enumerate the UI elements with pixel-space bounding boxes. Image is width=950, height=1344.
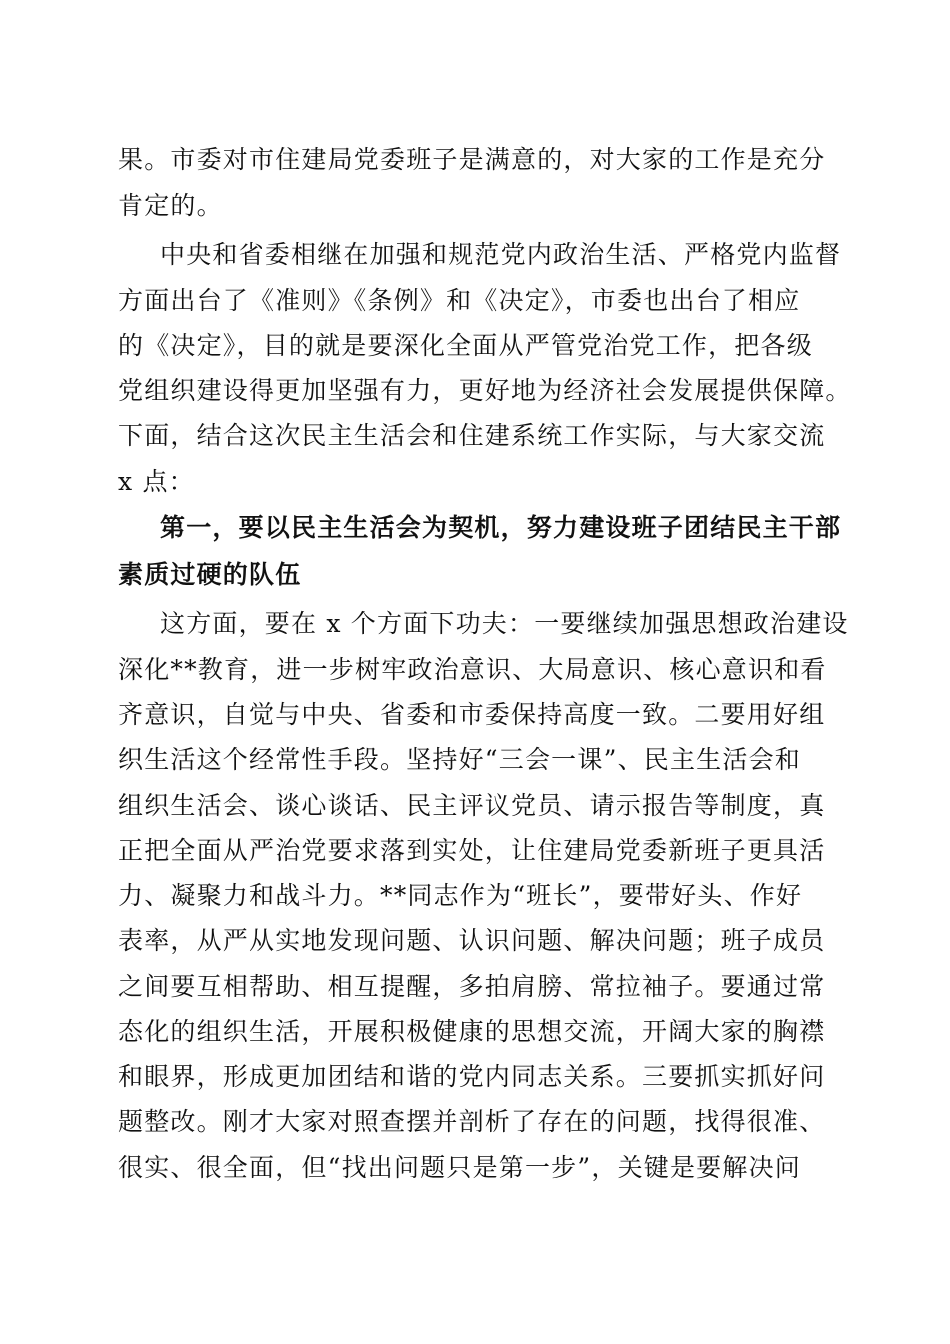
text-line: 的《决定》，目的就是要深化全面从严管党治党工作，把各级 bbox=[118, 331, 813, 360]
text-line: 党组织建设得更加坚强有力，更好地为经济社会发展提供保障。 bbox=[118, 376, 852, 405]
text-line: 方面出台了《准则》《条例》和《决定》，市委也出台了相应 bbox=[118, 286, 801, 315]
text-line: 和眼界，形成更加团结和谐的党内同志关系。三要抓实抓好问 bbox=[118, 1062, 826, 1091]
paragraph-first-line: 中央和省委相继在加强和规范党内政治生活、严格党内监督 bbox=[160, 240, 842, 269]
text-line: 之间要互相帮助、相互提醒，多拍肩膀、常拉袖子。要通过常 bbox=[118, 972, 826, 1001]
section-heading-continued: 素质过硬的队伍 bbox=[118, 560, 302, 589]
text-line: 下面，结合这次民主生活会和住建系统工作实际，与大家交流 bbox=[118, 421, 826, 450]
text-line: 题整改。刚才大家对照查摆并剖析了存在的问题，找得很准、 bbox=[118, 1107, 826, 1136]
paragraph-first-line: 这方面，要在 x 个方面下功夫：一要继续加强思想政治建设 bbox=[160, 609, 849, 638]
text-line: 深化**教育，进一步树牢政治意识、大局意识、核心意识和看 bbox=[118, 655, 827, 684]
text-line: 组织生活会、谈心谈话、民主评议党员、请示报告等制度，真 bbox=[118, 791, 826, 820]
text-line: 肯定的。 bbox=[118, 191, 223, 220]
text-line: 力、凝聚力和战斗力。**同志作为“班长”，要带好头、作好 bbox=[118, 881, 803, 910]
text-line: x 点： bbox=[118, 467, 195, 496]
text-line: 织生活这个经常性手段。坚持好“三会一课”、民主生活会和 bbox=[118, 745, 801, 774]
section-heading: 第一，要以民主生活会为契机，努力建设班子团结民主干部 bbox=[160, 513, 842, 542]
text-line: 齐意识，自觉与中央、省委和市委保持高度一致。二要用好组 bbox=[118, 700, 826, 729]
text-line: 很实、很全面，但“找出问题只是第一步”，关键是要解决问 bbox=[118, 1153, 801, 1182]
text-line: 正把全面从严治党要求落到实处，让住建局党委新班子更具活 bbox=[118, 836, 826, 865]
text-line: 表率，从严从实地发现问题、认识问题、解决问题；班子成员 bbox=[118, 926, 826, 955]
text-line: 果。市委对市住建局党委班子是满意的，对大家的工作是充分 bbox=[118, 145, 826, 174]
text-line: 态化的组织生活，开展积极健康的思想交流，开阔大家的胸襟 bbox=[118, 1017, 826, 1046]
